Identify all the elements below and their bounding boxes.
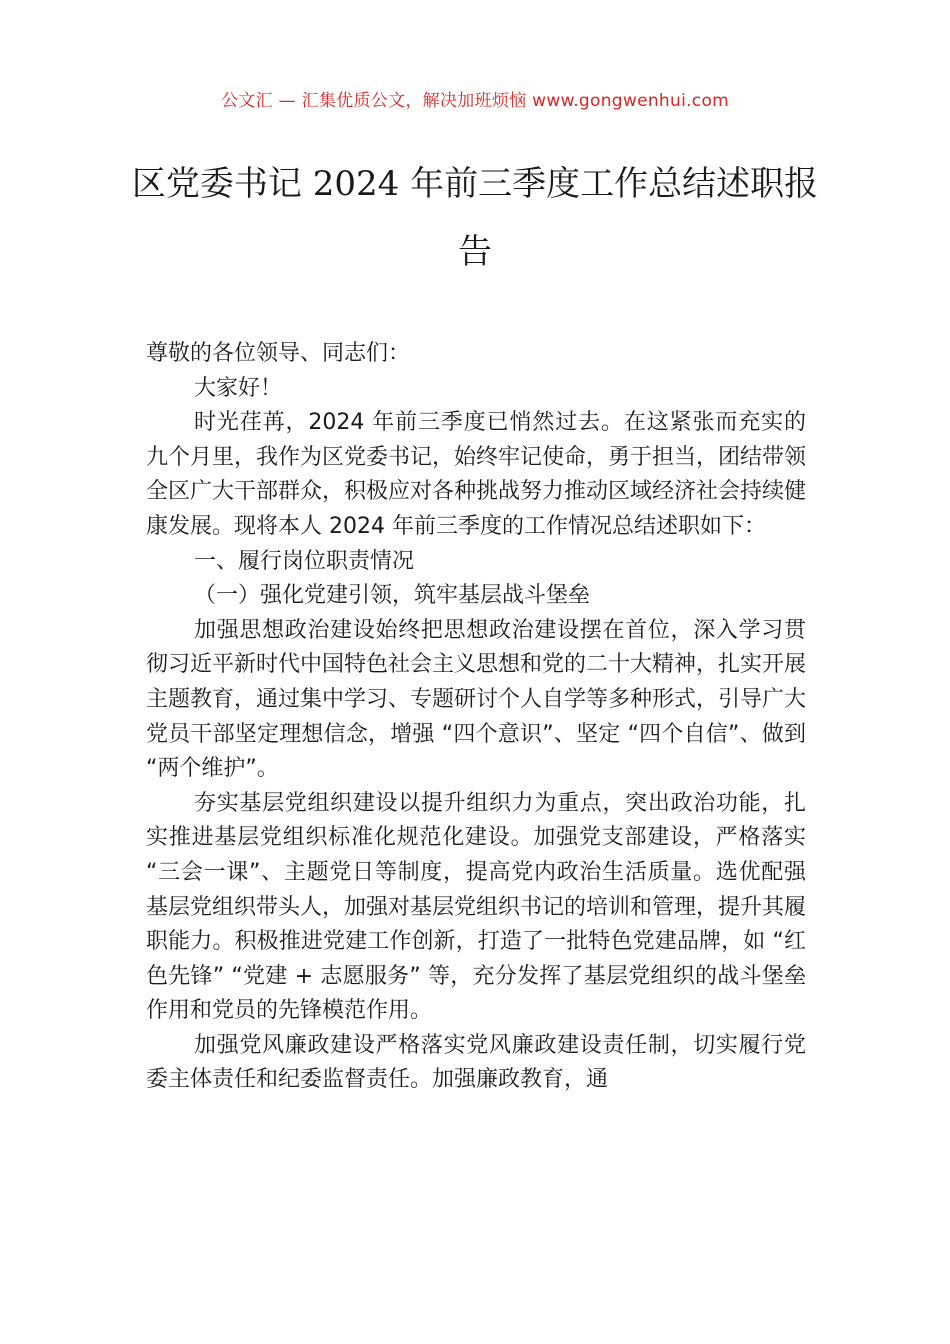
section-heading: 一、履行岗位职责情况: [194, 548, 415, 574]
body-paragraph: 夯实基层党组织建设以提升组织力为重点，突出政治功能，扎实推进基层党组织标准化规范化建设。加强党支部建设，严格落实 “三会一课”、主题党日等制度，提高党内政治生活质量。选优配强基层党组织带头人，加强对基层党组织书记的培训和管理，提升其履职能力。积极推进党建工作创新，打造了一批特色党建品牌，如 “红色先锋” “党建 + 志愿服务” 等，充分发挥了基层党组织的战斗堡垒作用和党员的先锋模范作用。: [146, 790, 807, 1024]
body-paragraph: 加强党风廉政建设严格落实党风廉政建设责任制，切实履行党委主体责任和纪委监督责任。加强廉政教育，通: [146, 1032, 806, 1093]
document-title: 区党委书记 2024 年前三季度工作总结述职报告: [131, 164, 819, 272]
body-paragraph: 加强思想政治建设始终把思想政治建设摆在首位，深入学习贯彻习近平新时代中国特色社会主义思想和党的二十大精神，扎实开展主题教育，通过集中学习、专题研讨个人自学等多种形式，引导广大党员干部坚定理想信念，增强 “四个意识”、坚定 “四个自信”、做到 “两个维护”。: [146, 617, 807, 782]
document-body: [146, 337, 806, 1098]
greeting: 大家好！: [194, 375, 283, 401]
header-banner: 公文汇 — 汇集优质公文，解决加班烦恼 www.gongwenhui.com: [220, 91, 730, 111]
intro-paragraph: 时光荏苒，2024 年前三季度已悄然过去。在这紧张而充实的九个月里，我作为区党委书记，始终牢记使命，勇于担当，团结带领全区广大干部群众，积极应对各种挑战努力推动区域经济社会持续健康发展。现将本人 2024 年前三季度的工作情况总结述职如下：: [146, 410, 807, 539]
subsection-heading: （一）强化党建引领，筑牢基层战斗堡垒: [194, 583, 591, 609]
salutation: 尊敬的各位领导、同志们：: [146, 341, 411, 366]
